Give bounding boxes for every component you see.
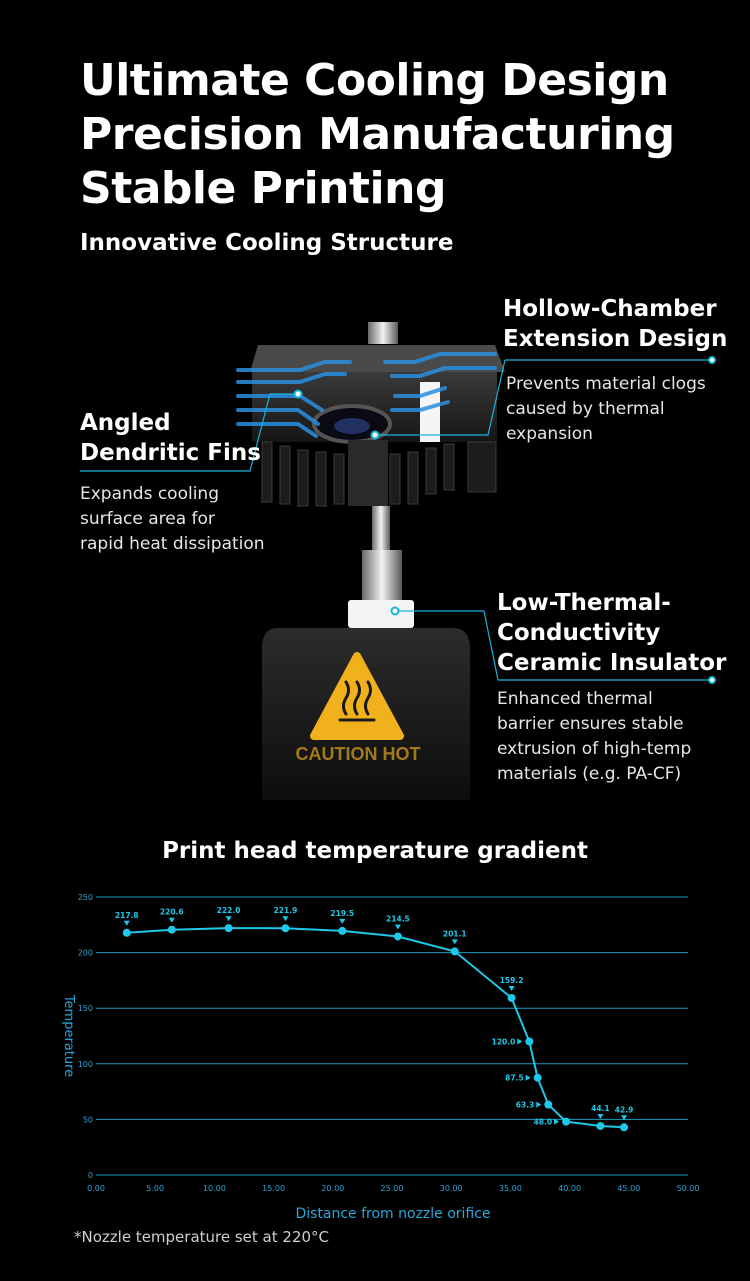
data-label: 221.9 (273, 906, 298, 916)
label-arrow-icon (526, 1075, 531, 1081)
label-arrow-icon (169, 918, 175, 923)
x-tick-label: 10.00 (202, 1184, 226, 1193)
caution-label: CAUTION HOT (295, 744, 421, 764)
data-label: 220.6 (159, 907, 184, 917)
temperature-line (127, 928, 624, 1127)
data-point (525, 1038, 533, 1046)
ceramic-insulator-title: Low-Thermal- Conductivity Ceramic Insulator (497, 590, 727, 676)
data-point (281, 924, 289, 932)
data-label: 87.5 (505, 1073, 524, 1083)
label-arrow-icon (226, 916, 232, 921)
data-point (123, 929, 131, 937)
hollow-chamber-title: Hollow-Chamber Extension Design (503, 296, 728, 352)
data-label: 222.0 (216, 906, 241, 916)
label-arrow-icon (517, 1039, 522, 1045)
angled-fins-title: Angled Dendritic Fins (80, 410, 261, 466)
x-tick-label: 40.00 (558, 1184, 582, 1193)
temperature-chart (0, 880, 750, 1230)
data-point (225, 924, 233, 932)
y-tick-label: 150 (77, 1004, 93, 1014)
label-arrow-icon (536, 1102, 541, 1108)
heat-break (372, 506, 390, 552)
data-label: 48.0 (533, 1117, 553, 1127)
headline-line-1: Ultimate Cooling Design (80, 55, 669, 106)
center-column (348, 440, 388, 506)
label-arrow-icon (339, 919, 345, 924)
data-label: 159.2 (499, 975, 524, 985)
data-point (544, 1101, 552, 1109)
data-point (620, 1123, 628, 1131)
ceramic-insulator (348, 600, 414, 628)
label-arrow-icon (509, 986, 515, 991)
chart-title: Print head temperature gradient (162, 838, 588, 864)
x-tick-label: 20.00 (321, 1184, 345, 1193)
x-tick-label: 5.00 (146, 1184, 165, 1193)
headline-line-2: Precision Manufacturing (80, 109, 675, 160)
label-arrow-icon (597, 1114, 603, 1119)
headline (80, 54, 720, 216)
y-tick-label: 100 (77, 1059, 93, 1069)
x-tick-label: 35.00 (498, 1184, 522, 1193)
data-point (338, 927, 346, 935)
data-label: 63.3 (515, 1100, 535, 1110)
x-tick-label: 25.00 (380, 1184, 404, 1193)
y-axis-label: Temperature (61, 994, 76, 1078)
angled-fins-description: Expands cooling surface area for rapid heat dissipation (80, 484, 265, 554)
data-label: 217.8 (114, 910, 139, 920)
subheadline: Innovative Cooling Structure (80, 230, 454, 256)
y-tick-label: 50 (82, 1115, 93, 1125)
x-axis-label: Distance from nozzle orifice (295, 1206, 491, 1222)
x-tick-label: 0.00 (87, 1184, 105, 1193)
data-label: 219.5 (330, 908, 355, 918)
ceramic-insulator-description: Enhanced thermal barrier ensures stable extrusion of high-temp materials (e.g. PA-CF) (497, 689, 692, 784)
data-point (451, 947, 459, 955)
data-point (168, 926, 176, 934)
x-tick-label: 30.00 (439, 1184, 463, 1193)
label-arrow-icon (124, 921, 130, 926)
label-arrow-icon (395, 924, 401, 929)
x-tick-label: 50.00 (676, 1184, 700, 1193)
y-tick-label: 0 (87, 1171, 93, 1180)
data-label: 120.0 (491, 1037, 516, 1047)
label-arrow-icon (282, 916, 288, 921)
data-point (534, 1074, 542, 1082)
data-label: 201.1 (442, 929, 467, 939)
headline-line-3: Stable Printing (80, 163, 446, 214)
footnote: *Nozzle temperature set at 220°C (74, 1228, 329, 1246)
label-arrow-icon (452, 939, 458, 944)
throat-tube (362, 550, 402, 602)
x-tick-label: 45.00 (617, 1184, 641, 1193)
hollow-chamber-description: Prevents material clogs caused by thermal expansion (506, 374, 706, 444)
data-label: 44.1 (591, 1103, 610, 1113)
data-label: 42.9 (614, 1105, 634, 1115)
data-point (596, 1122, 604, 1130)
y-tick-label: 250 (77, 893, 93, 902)
x-tick-label: 15.00 (262, 1184, 286, 1193)
data-point (562, 1118, 570, 1126)
chamber-core (334, 418, 370, 434)
data-point (508, 994, 516, 1002)
data-label: 214.5 (386, 914, 410, 924)
data-point (394, 932, 402, 940)
top-pin (368, 322, 398, 344)
y-tick-label: 200 (77, 948, 93, 958)
